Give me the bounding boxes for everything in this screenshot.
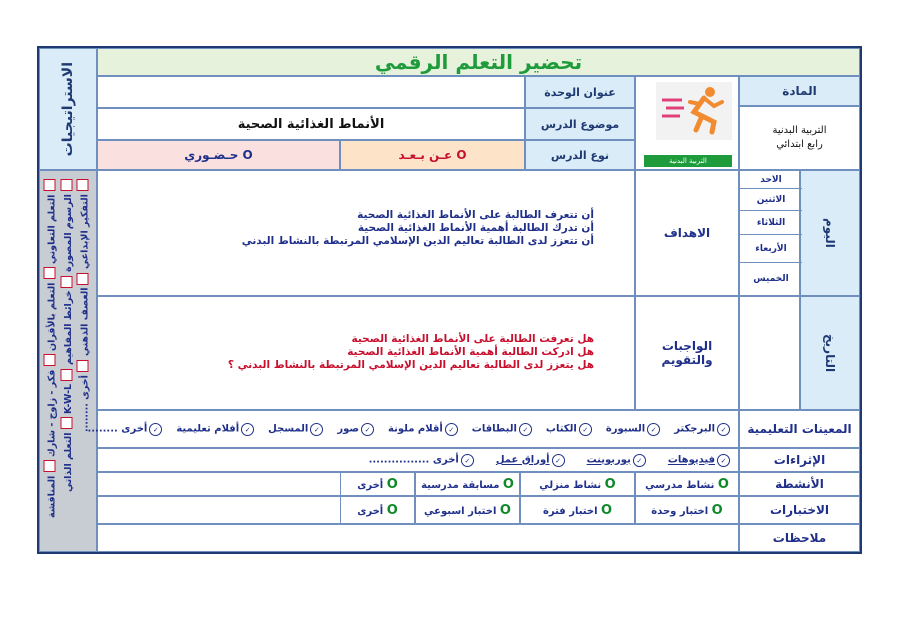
aid-item[interactable]: ✓أفلام تعليمية [176, 423, 254, 436]
logo-caption-text: التربية البدنية [669, 157, 707, 165]
date-label: التاريخ [823, 333, 837, 373]
enrichment-item[interactable]: ✓أخرى ................ [369, 454, 474, 467]
type-label [525, 140, 635, 170]
objective-line: أن تتعزز لدى الطالبة تعاليم الدين الإسلامي المرتبطة بالنشاط البدني [241, 235, 594, 247]
check-circle-icon[interactable]: ✓ [310, 423, 323, 436]
runner-logo [656, 82, 732, 140]
assessment-label-text: الواجبات والتقويم [661, 339, 713, 367]
topic-label-text: موضوع الدرس [540, 117, 620, 131]
subject-label-text: المادة [782, 84, 817, 98]
day-label: اليوم [823, 218, 837, 248]
enrichment-item[interactable]: ✓بوربوينت [587, 454, 646, 467]
type-remote[interactable] [340, 140, 525, 170]
unit-label-text: عنوان الوحدة [544, 85, 616, 99]
runner-icon [656, 82, 732, 140]
checkbox-icon[interactable] [61, 179, 73, 191]
checkbox-icon[interactable] [77, 360, 89, 372]
strategy-item[interactable]: الرسوم المصورة [63, 179, 74, 272]
test-item[interactable]: اختبار اسبوعي O [415, 496, 520, 524]
test-item[interactable]: اختبار فترة O [520, 496, 635, 524]
check-circle-icon[interactable]: ✓ [461, 454, 474, 467]
aid-item[interactable]: ✓صور [337, 423, 374, 436]
aid-item[interactable]: ✓المسجل [268, 423, 323, 436]
aid-item[interactable]: ✓أخرى ........ [87, 423, 162, 436]
checkbox-icon[interactable] [61, 369, 73, 381]
enrichments-row [97, 448, 739, 472]
strategy-item[interactable]: أخرى ........ [80, 360, 91, 432]
strategy-item[interactable]: K-W-L [63, 369, 74, 414]
objectives-content [97, 170, 635, 296]
unit-label [525, 76, 635, 108]
activities-label-text: الأنشطة [775, 477, 824, 491]
type-inperson-text: حـضـوري O [184, 148, 253, 162]
check-circle-icon[interactable]: ✓ [241, 423, 254, 436]
tests-label-text: الاختبارات [769, 503, 830, 517]
aid-item[interactable]: ✓البرجكتر [674, 423, 730, 436]
page-title: تحضير التعلم الرقمي [374, 50, 583, 74]
checkbox-icon[interactable] [44, 460, 56, 472]
checkbox-icon[interactable] [77, 273, 89, 285]
strategy-item[interactable]: العصف الذهني [80, 273, 91, 357]
check-circle-icon[interactable]: ✓ [149, 423, 162, 436]
check-circle-icon[interactable]: ✓ [633, 454, 646, 467]
activity-item[interactable]: أخرى O [340, 472, 415, 496]
day-item[interactable]: الاحد [740, 171, 802, 189]
checkbox-icon[interactable] [44, 267, 56, 279]
date-header [800, 296, 860, 410]
subject-value-text: التربية البدنية [772, 125, 827, 136]
check-circle-icon[interactable]: ✓ [717, 454, 730, 467]
strategy-item[interactable]: خرائط المفاهيم [63, 276, 74, 366]
notes-label [739, 524, 860, 552]
strategies-header [39, 48, 97, 170]
checkbox-icon[interactable] [44, 354, 56, 366]
check-circle-icon[interactable]: ✓ [579, 423, 592, 436]
strategy-item[interactable]: التفكير الإبداعي [80, 179, 91, 269]
activity-item[interactable]: نشاط مدرسي O [635, 472, 739, 496]
subject-label [739, 76, 860, 106]
subject-value [739, 106, 860, 170]
type-label-text: نوع الدرس [550, 148, 610, 162]
aids-label-text: المعينات التعليمية [747, 422, 852, 436]
test-item[interactable]: أخرى O [340, 496, 415, 524]
strategy-item[interactable]: التعلم بالأقران [47, 267, 58, 351]
day-item[interactable]: الخميس [753, 274, 789, 284]
aid-item[interactable]: ✓السبورة [606, 423, 660, 436]
logo-cell [635, 76, 739, 170]
assessment-line: هل ادركت الطالبة أهمية الأنماط الغذائية الصحية [347, 346, 594, 358]
checkbox-icon[interactable] [61, 417, 73, 429]
objectives-label [635, 170, 739, 296]
objective-line: أن تتعرف الطالبة على الأنماط الغذائية الصحية [357, 209, 594, 221]
enrichments-label [739, 448, 860, 472]
strategy-item[interactable]: فكر - زاوج - شارك [47, 354, 58, 457]
topic-value [97, 108, 525, 140]
assessment-content [97, 296, 635, 410]
notes-label-text: ملاحظات [772, 531, 827, 545]
enrichments-label-text: الإثراءات [773, 453, 826, 467]
activity-item[interactable]: نشاط منزلي O [520, 472, 635, 496]
strategies-list [39, 170, 97, 552]
days-list [739, 170, 800, 296]
test-item[interactable]: اختبار وحدة O [635, 496, 739, 524]
day-item[interactable]: الاثنين [740, 189, 802, 211]
type-inperson[interactable] [97, 140, 340, 170]
activities-label [739, 472, 860, 496]
objective-line: أن تدرك الطالبة أهمية الأنماط الغذائية الصحية [357, 222, 594, 234]
assessment-label [635, 296, 739, 410]
notes-content[interactable] [97, 524, 739, 552]
strategy-item[interactable]: التعلم الذاتي [63, 417, 74, 492]
topic-label [525, 108, 635, 140]
title-bar [97, 48, 860, 76]
date-value[interactable] [739, 296, 800, 410]
enrichment-item[interactable]: ✓فيديوهات [668, 454, 730, 467]
strategy-item[interactable]: المناقشة [47, 460, 58, 518]
check-circle-icon[interactable]: ✓ [445, 423, 458, 436]
logo-caption [644, 155, 732, 167]
assessment-line: هل يتعزز لدى الطالبة تعاليم الدين الإسلامي المرتبطة بالنشاط البدني ؟ [227, 359, 594, 371]
activity-item[interactable]: مسابقة مدرسية O [415, 472, 520, 496]
aids-row [87, 410, 739, 448]
day-item[interactable]: الأربعاء [740, 235, 802, 263]
checkbox-icon[interactable] [61, 276, 73, 288]
type-remote-text: عـن بـعـد O [398, 148, 467, 162]
tests-label [739, 496, 860, 524]
check-circle-icon[interactable]: ✓ [647, 423, 660, 436]
day-header [800, 170, 860, 296]
day-item[interactable]: الثلاثاء [740, 211, 802, 235]
aid-item[interactable]: ✓البطاقات [472, 423, 532, 436]
unit-value [97, 76, 525, 108]
strategy-item[interactable]: التعلم التعاوني [47, 179, 58, 264]
grade-value-text: رابع ابتدائي [776, 139, 823, 150]
assessment-line: هل تعرفت الطالبة على الأنماط الغذائية الصحية [351, 333, 594, 345]
enrichment-item[interactable]: ✓أوراق عمل [496, 454, 565, 467]
check-circle-icon[interactable]: ✓ [361, 423, 374, 436]
check-circle-icon[interactable]: ✓ [552, 454, 565, 467]
aid-item[interactable]: ✓الكتاب [546, 423, 592, 436]
check-circle-icon[interactable]: ✓ [519, 423, 532, 436]
objectives-label-text: الاهداف [663, 226, 711, 240]
checkbox-icon[interactable] [44, 179, 56, 191]
aid-item[interactable]: ✓أقلام ملونة [388, 423, 458, 436]
checkbox-icon[interactable] [77, 179, 89, 191]
aids-label [739, 410, 860, 448]
check-circle-icon[interactable]: ✓ [717, 423, 730, 436]
strategies-title: الاستراتيجيات [60, 61, 76, 157]
topic-value-text: الأنماط الغذائية الصحية [237, 116, 385, 132]
